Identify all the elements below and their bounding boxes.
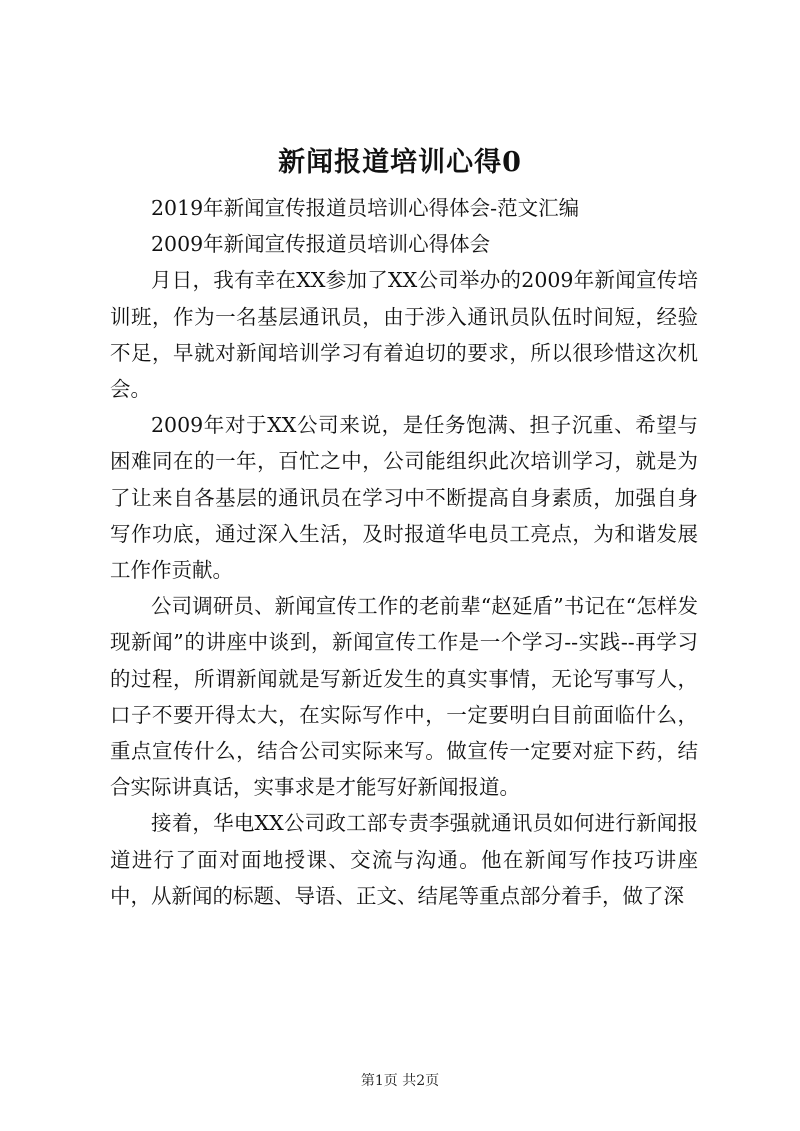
paragraph: 2019年新闻宣传报道员培训心得体会-范文汇编 [151,196,580,220]
paragraph: 接着，华电XX公司政工部专责李强就通讯员如何进行新闻报道进行了面对面地授课、交流与沟通。他在新闻写作技巧讲座中，从新闻的标题、导语、正文、结尾等重点部分着手，做了深 [110,811,698,908]
page-footer: 第1页 共2页 [360,1073,440,1089]
document-title: 新闻报道培训心得0 [278,147,522,178]
paragraph: 月日，我有幸在XX参加了XX公司举办的2009年新闻宣传培训班，作为一名基层通讯员，由于涉入通讯员队伍时间短，经验不足，早就对新闻培训学习有着迫切的要求，所以很珍惜这次机会。 [110,268,698,402]
paragraph: 公司调研员、新闻宣传工作的老前辈“赵延盾”书记在“怎样发现新闻”的讲座中谈到，新闻宣传工作是一个学习--实践--再学习的过程，所谓新闻就是写新近发生的真实事情，无论写事写人，口子不要开得太大，在实际写作中，一定要明白目前面临什么，重点宣传什么，结合公司实际来写。做宣传一定要对症下药，结合实际讲真话，实事求是才能写好新闻报道。 [110,594,698,800]
paragraph: 2009年新闻宣传报道员培训心得体会 [151,232,491,257]
paragraph: 2009年对于XX公司来说，是任务饱满、担子沉重、希望与困难同在的一年，百忙之中，公司能组织此次培训学习，就是为了让来自各基层的通讯员在学习中不断提高自身素质，加强自身写作功底，通过深入生活，及时报道华电员工亮点，为和谐发展工作作贡献。 [110,413,698,583]
document-body [110,190,698,914]
